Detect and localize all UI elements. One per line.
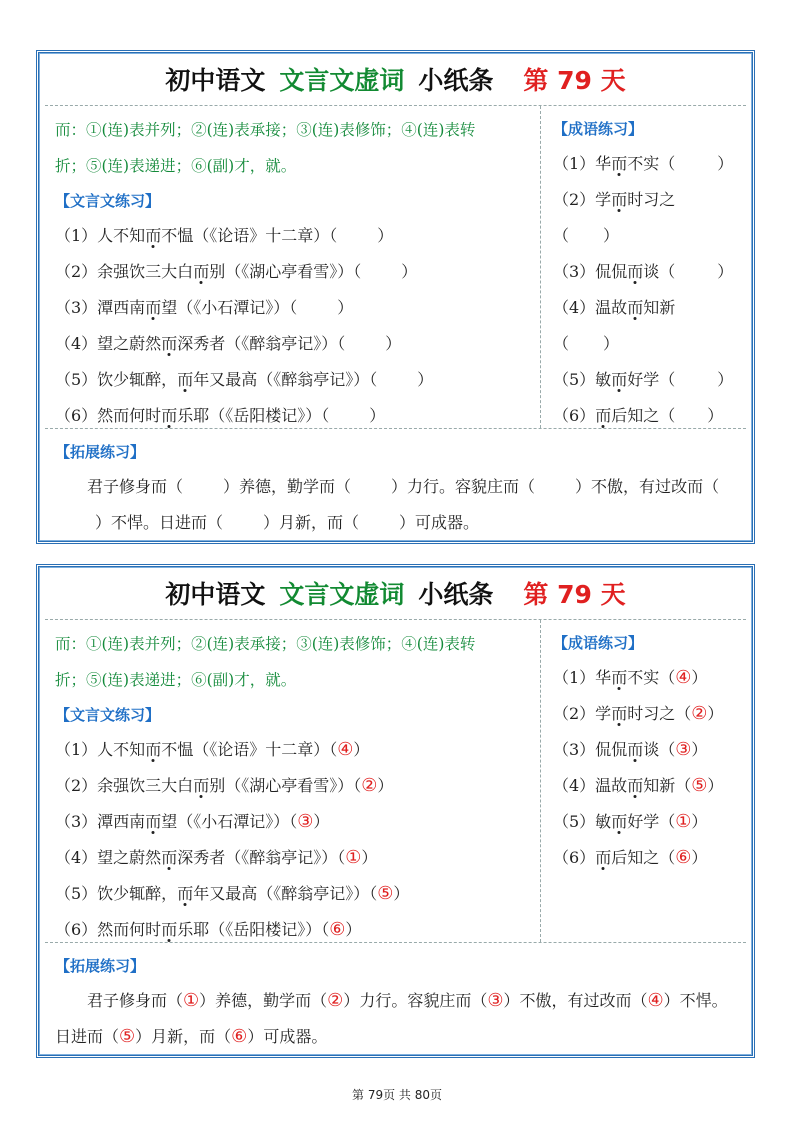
right-column bbox=[541, 620, 746, 942]
answer-card bbox=[36, 564, 755, 1058]
section-heading-chengyu: 【成语练习】 bbox=[553, 120, 644, 138]
section-heading-tuozhan: 【拓展练习】 bbox=[55, 957, 146, 975]
chengyu-answer: （2）学而时习之（②） bbox=[553, 703, 724, 724]
card-title bbox=[45, 567, 746, 620]
definition-line: 而：①(连)表并列；②(连)表承接；③(连)表修饰；④(连)表转 bbox=[55, 635, 476, 653]
section-heading-chengyu: 【成语练习】 bbox=[553, 634, 644, 652]
question-card bbox=[36, 50, 755, 544]
card-body bbox=[45, 106, 746, 429]
wenyan-item: （6）然而何时而乐耶（《岳阳楼记》）（ ） bbox=[55, 406, 386, 425]
wenyan-item: （3）潭西南而望（《小石潭记》）（ ） bbox=[55, 298, 354, 317]
chengyu-item: （6）而后知之（ ） bbox=[553, 406, 724, 425]
title-topic: 文言文虚词 bbox=[279, 66, 405, 95]
title-subject: 初中语文 bbox=[165, 66, 266, 95]
chengyu-answer: （4）温故而知新（⑤） bbox=[553, 775, 724, 796]
wenyan-item: （5）饮少辄醉，而年又最高（《醉翁亭记》）（ ） bbox=[55, 370, 434, 389]
card-title bbox=[45, 53, 746, 106]
title-day: 第 79 天 bbox=[523, 580, 626, 609]
definition-line: 折；⑤(连)表递进；⑥(副)才，就。 bbox=[55, 671, 297, 689]
extension-section bbox=[45, 429, 746, 541]
title-day: 第 79 天 bbox=[523, 66, 626, 95]
title-type: 小纸条 bbox=[418, 66, 494, 95]
chengyu-answer: （1）华而不实（④） bbox=[553, 667, 708, 688]
chengyu-item: （1）华而不实（ ） bbox=[553, 154, 734, 173]
title-type: 小纸条 bbox=[418, 580, 494, 609]
wenyan-item: （4）望之蔚然而深秀者（《醉翁亭记》）（ ） bbox=[55, 334, 402, 353]
chengyu-item: （ ） bbox=[553, 334, 620, 353]
chengyu-answer: （3）侃侃而谈（③） bbox=[553, 739, 708, 760]
definition-line: 而：①(连)表并列；②(连)表承接；③(连)表修饰；④(连)表转 bbox=[55, 121, 476, 139]
wenyan-answer: （3）潭西南而望（《小石潭记》）（③） bbox=[55, 811, 330, 832]
wenyan-item: （1）人不知而不愠（《论语》十二章）（ ） bbox=[55, 226, 394, 245]
extension-answer-text: 君子修身而（①）养德，勤学而（②）力行。容貌庄而（③）不傲，有过改而（④）不悍。日进而（⑤）月新，而（⑥）可成器。 bbox=[55, 990, 728, 1047]
wenyan-answer: （1）人不知而不愠（《论语》十二章）（④） bbox=[55, 739, 370, 760]
right-column bbox=[541, 106, 746, 428]
extension-section bbox=[45, 943, 746, 1055]
chengyu-item: （3）侃侃而谈（ ） bbox=[553, 262, 734, 281]
section-heading-wenyan: 【文言文练习】 bbox=[55, 192, 161, 210]
left-column bbox=[45, 106, 541, 428]
wenyan-answer: （4）望之蔚然而深秀者（《醉翁亭记》）（①） bbox=[55, 847, 378, 868]
title-subject: 初中语文 bbox=[165, 580, 266, 609]
chengyu-item: （4）温故而知新 bbox=[553, 298, 676, 317]
chengyu-answer: （5）敏而好学（①） bbox=[553, 811, 708, 832]
chengyu-item: （ ） bbox=[553, 226, 620, 245]
section-heading-wenyan: 【文言文练习】 bbox=[55, 706, 161, 724]
title-topic: 文言文虚词 bbox=[279, 580, 405, 609]
card-body bbox=[45, 620, 746, 943]
wenyan-answer: （5）饮少辄醉，而年又最高（《醉翁亭记》）（⑤） bbox=[55, 883, 410, 904]
left-column bbox=[45, 620, 541, 942]
page-footer: 第 79页 共 80页 bbox=[352, 1088, 442, 1102]
definition-line: 折；⑤(连)表递进；⑥(副)才，就。 bbox=[55, 157, 297, 175]
wenyan-answer: （6）然而何时而乐耶（《岳阳楼记》）（⑥） bbox=[55, 919, 362, 940]
chengyu-item: （2）学而时习之 bbox=[553, 190, 676, 209]
section-heading-tuozhan: 【拓展练习】 bbox=[55, 443, 146, 461]
chengyu-item: （5）敏而好学（ ） bbox=[553, 370, 734, 389]
extension-text: 君子修身而（ ）养德，勤学而（ ）力行。容貌庄而（ ）不傲，有过改而（）不悍。日进而（ ）月新，而（ ）可成器。 bbox=[87, 477, 720, 532]
wenyan-answer: （2）余强饮三大白而别（《湖心亭看雪》）（②） bbox=[55, 775, 394, 796]
chengyu-answer: （6）而后知之（⑥） bbox=[553, 847, 708, 868]
wenyan-item: （2）余强饮三大白而别（《湖心亭看雪》）（ ） bbox=[55, 262, 418, 281]
